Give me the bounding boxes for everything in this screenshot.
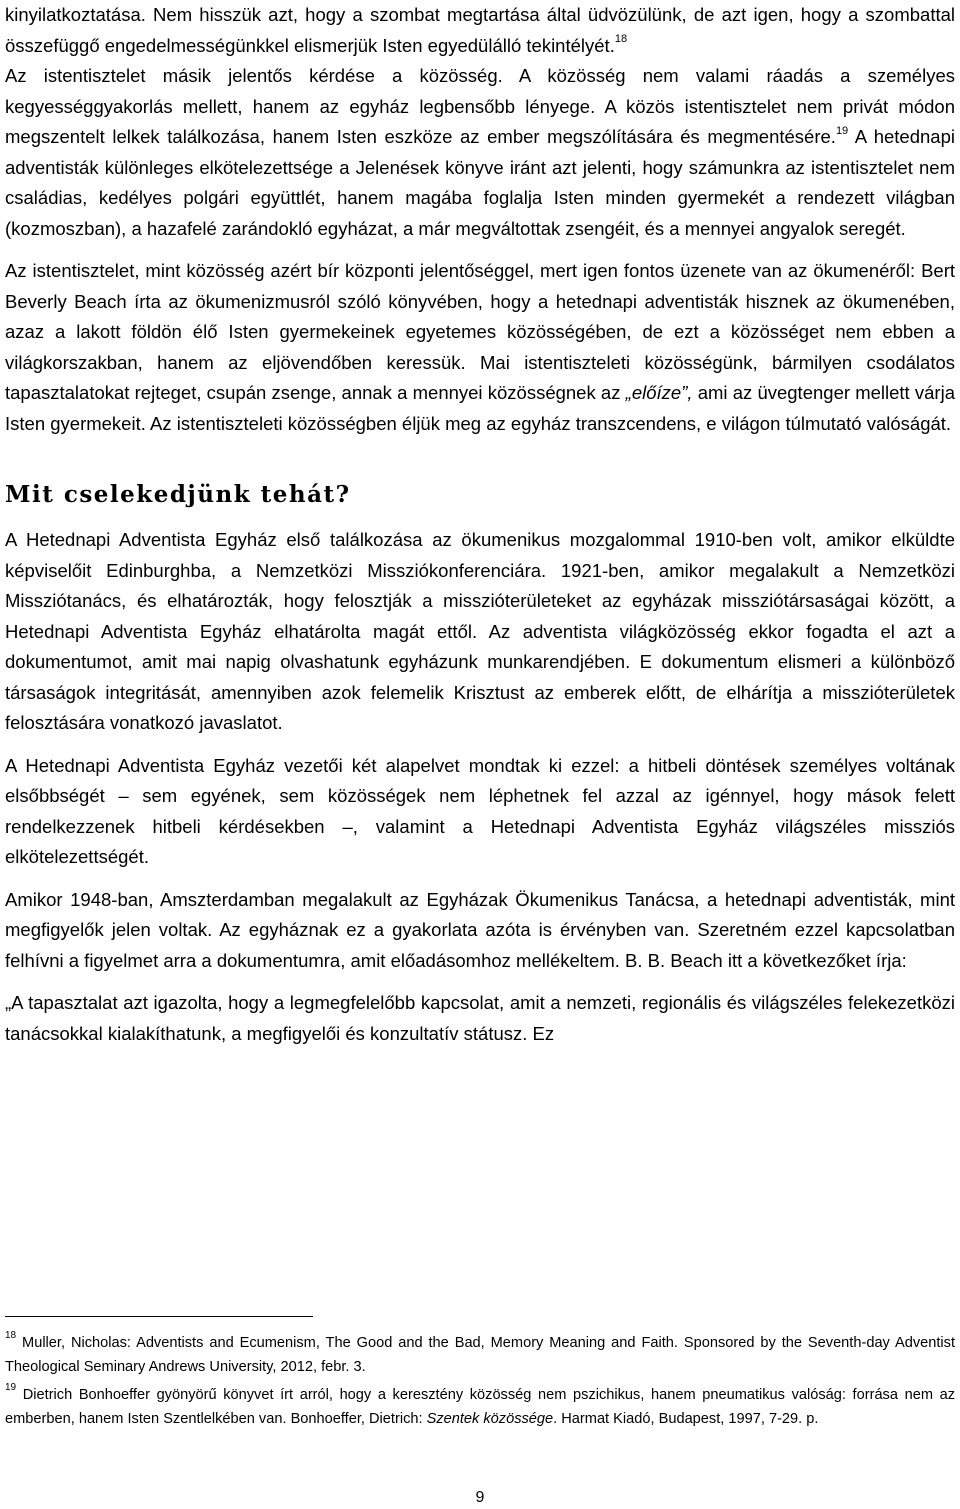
- paragraph-text: Az istentisztelet, mint közösség azért bír központi jelentőséggel, mert igen fontos üzenete van az ökumenéről: Bert Beverly Beach írta az ökumenizmusról szóló könyvében, hogy a hetednapi adventisták hisznek az ökumenében, azaz a lakott földön élő Isten gyermekeinek egyetemes közösségében, de ezt a közösséget nem ebben a világkorszakban, hanem az eljövendőben keressük. Mai istentiszteleti közösségünk, bármilyen csodálatos tapasztalatokat rejteget, csupán zsenge, annak a mennyei közösségnek az: [5, 260, 955, 403]
- footnote-19: [5, 1383, 955, 1431]
- paragraph-amsterdam-1948: Amikor 1948-ban, Amszterdamban megalakult az Egyházak Ökumenikus Tanácsa, a hetednapi adventisták, mint megfigyelők jelen voltak. Az egyháznak ez a gyakorlata azóta is érvényben van. Szeretném ezzel kapcsolatban felhívni a figyelmet arra a dokumentumra, amit előadásomhoz mellékeltem. B. B. Beach itt a következőket írja:: [5, 888, 955, 971]
- paragraph-ecumene: [5, 256, 955, 439]
- footnote-text: Muller, Nicholas: Adventists and Ecumenism, The Good and the Bad, Memory Meaning and Faith. Sponsored by the Seventh-day Adventist Theological Seminary Andrews University, 2012, febr. 3.: [5, 1335, 955, 1375]
- page-number: 9: [475, 1489, 485, 1506]
- footnote-number: 18: [5, 1330, 17, 1342]
- footnote-ref-18[interactable]: 18: [614, 33, 628, 46]
- document-page: [5, 0, 955, 1049]
- footnote-italic-title: Szentek közössége: [426, 1411, 554, 1427]
- footnote-text: Dietrich Bonhoeffer gyönyörű könyvet írt arról, hogy a keresztény közösség nem pszichikus, hanem pneumatikus valóság: forrása nem az emberben, hanem Isten Szentlelkében van. Bonhoeffer, Dietrich:: [5, 1387, 955, 1427]
- footnotes-section: [5, 1316, 955, 1435]
- italic-quote: „előíze”,: [625, 382, 693, 403]
- paragraph-text: A hetednapi adventisták különleges elkötelezettsége a Jelenések könyve iránt azt jelenti, hogy számunkra az istentisztelet nem családias, kedélyes polgári együttlét, hanem magába foglalja Isten minden gyermekét a rendezett világban (kozmoszban), a hazafelé zarándokló egyházat, a már megváltottak zsengéit, és a mennyei angyalok seregét.: [5, 126, 955, 239]
- paragraph-history-1910: A Hetednapi Adventista Egyház első találkozása az ökumenikus mozgalommal 1910-ben volt, amikor elküldte képviselőit Edinburghba, a Nemzetközi Missziókonferenciára. 1921-ben, amikor megalakult a Nemzetközi Missziótanács, és elhatározták, hogy felosztják a misszióterületeket az egyházak missziótársaságai között, a Hetednapi Adventista Egyház elhatárolta magát ettől. Az adventista világközösség ekkor fogadta el azt a dokumentumot, amit mai napig olvashatunk egyházunk munkarendjében. E dokumentum elismeri a különböző társaságok integritását, amennyiben azok felemelik Krisztust az emberek előtt, de elhárítja a misszióterületek felosztására vonatkozó javaslatot.: [5, 529, 955, 733]
- paragraph-quote: „A tapasztalat azt igazolta, hogy a legmegfelelőbb kapcsolat, amit a nemzeti, regionális és világszéles felekezetközi tanácsokkal kialakíthatunk, a megfigyelői és konzultatív státusz. Ez: [5, 992, 955, 1044]
- section-heading: Mit cselekedjünk tehát?: [5, 481, 351, 508]
- footnote-divider: [5, 1316, 313, 1317]
- paragraph-principles: A Hetednapi Adventista Egyház vezetői két alapelvet mondtak ki ezzel: a hitbeli döntések személyes voltának elsőbbségét – sem egyének, sem közösségek nem léphetnek fel azzal az igénnyel, hogy mások felett rendelkezzenek hitbeli kérdésekben –, valamint a Hetednapi Adventista Egyház világszéles missziós elkötelezettségét.: [5, 754, 955, 867]
- paragraph-text: kinyilatkoztatása. Nem hisszük azt, hogy a szombat megtartása által üdvözülünk, de azt igen, hogy a szombattal összefüggő engedelmességünkkel elismerjük Isten egyedülálló tekintélyét.: [5, 4, 955, 56]
- footnote-ref-19[interactable]: 19: [835, 124, 849, 137]
- paragraph-sabbath: [5, 0, 955, 61]
- paragraph-text: Az istentisztelet másik jelentős kérdése a közösség. A közösség nem valami ráadás a személyes kegyességgyakorlás mellett, hanem az egyház legbensőbb lényege. A közös istentisztelet nem privát módon megszentelt lelkek találkozása, hanem Isten eszköze az ember megszólítására és megmentésére.: [5, 65, 955, 147]
- paragraph-text: ami az üvegtenger mellett várja Isten gyermekeit. Az istentiszteleti közösségben éljük meg az egyház transzcendens, e világon túlmutató valóságát.: [5, 382, 955, 434]
- footnote-number: 19: [5, 1382, 17, 1394]
- footnote-text: . Harmat Kiadó, Budapest, 1997, 7-29. p.: [553, 1411, 819, 1427]
- paragraph-community: [5, 61, 955, 244]
- footnote-18: [5, 1331, 955, 1379]
